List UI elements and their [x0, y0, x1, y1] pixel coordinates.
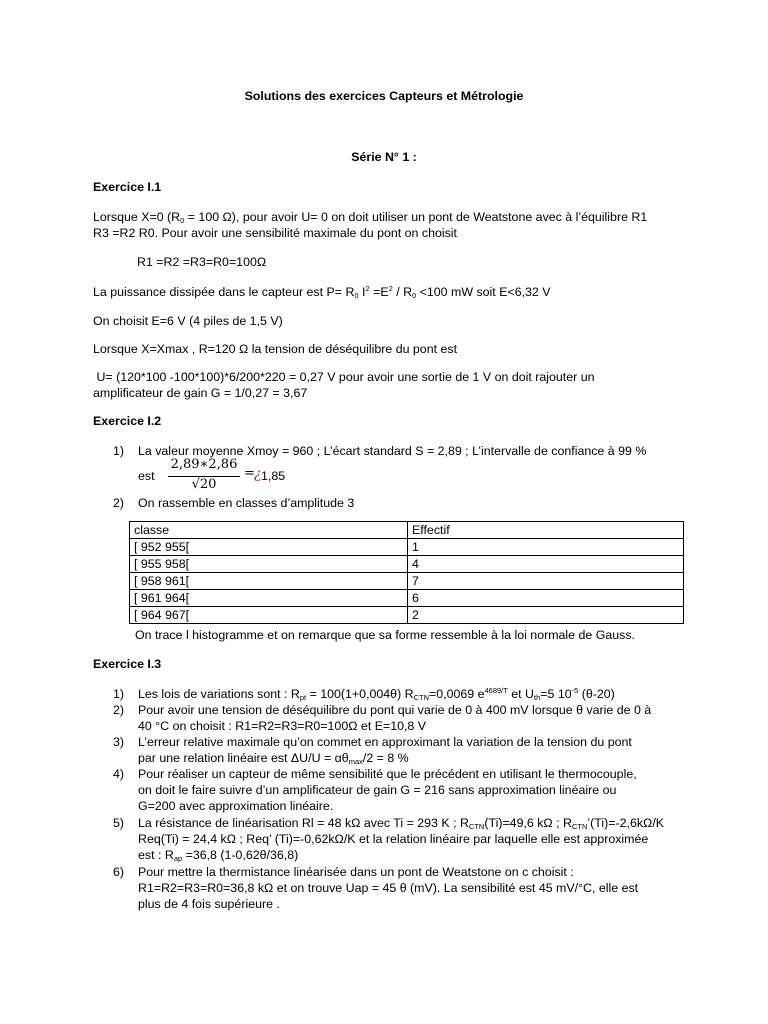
table-cell: 6: [408, 590, 684, 607]
superscript: 4689/T: [484, 686, 508, 695]
text-run: =E: [369, 285, 389, 299]
table-row: [130, 590, 684, 607]
list-item-text: Pour réaliser un capteur de même sensibilité que le précédent en utilisant le thermocouple,: [138, 767, 637, 781]
subscript: max: [348, 757, 363, 766]
text-run: =36,8 (1-0,62θ/36,8): [182, 848, 299, 862]
fraction-numerator: 2,89∗2,86: [170, 457, 238, 472]
list-number: 5): [113, 816, 125, 830]
list-item-text: On rassemble en classes d’amplitude 3: [138, 496, 355, 510]
list-item-text: [138, 815, 678, 831]
text-run: I: [358, 285, 366, 299]
list-item-text: [138, 847, 678, 863]
paragraph: On trace l histogramme et on remarque que sa forme ressemble à la loi normale de Gauss.: [135, 628, 635, 642]
list-number: 2): [113, 496, 125, 510]
text-run: Les lois de variations sont : R: [138, 687, 300, 701]
text-run: et U: [507, 687, 535, 701]
subscript: CTN: [468, 822, 485, 831]
subscript: pt: [299, 693, 307, 702]
list-number: 2): [113, 703, 125, 717]
superscript: 2: [365, 284, 370, 293]
table-cell: [ 964 967[: [130, 607, 408, 624]
text-run: = 100 Ω), pour avoir U= 0 on doit utiliser un pont de Weatstone avec à l’équilibre R1: [184, 210, 648, 224]
class-frequency-table: [129, 521, 684, 624]
list-number: 4): [113, 767, 125, 781]
table-header-row: [130, 522, 684, 539]
table-cell: 1: [408, 539, 684, 556]
table-cell: [ 958 961[: [130, 573, 408, 590]
text-run: La résistance de linéarisation Rl = 48 kΩ avec Ti = 293 K ; R: [138, 816, 469, 830]
text-run: La puissance dissipée dans le capteur est P= R: [93, 285, 355, 299]
text-run: /2 = 8 %: [362, 751, 409, 765]
superscript: 2: [388, 284, 393, 293]
table-row: [130, 607, 684, 624]
fraction-denominator: √20: [191, 477, 217, 492]
text-run: est : R: [138, 848, 174, 862]
table-cell: [ 955 958[: [130, 556, 408, 573]
paragraph: [93, 284, 551, 300]
list-item-text: on doit le faire suivre d’un amplificateur de gain G = 216 sans approximation linéaire ou: [138, 783, 617, 797]
text-run: =0,0069 e: [429, 687, 485, 701]
equals-sign: =: [244, 466, 255, 481]
fraction-formula: [166, 457, 242, 493]
paragraph: Lorsque X=Xmax , R=120 Ω la tension de déséquilibre du pont est: [93, 342, 458, 356]
list-item-text: est: [138, 469, 155, 483]
table-row: [130, 573, 684, 590]
table-header-cell: classe: [130, 522, 408, 539]
subscript: CTN: [413, 693, 430, 702]
text-run: = 100(1+0,004θ) R: [306, 687, 414, 701]
superscript: -5: [571, 686, 579, 695]
list-number: 6): [113, 865, 125, 879]
list-item-text: 40 °C on choisit : R1=R2=R3=R0=100Ω et E=10,8 V: [138, 719, 427, 733]
text-run: / R: [392, 285, 413, 299]
subscript: 0: [180, 216, 185, 225]
subscript: ap: [173, 854, 183, 863]
paragraph-line: U= (120*100 -100*100)*6/200*220 = 0,27 V pour avoir une sortie de 1 V on doit rajouter un: [93, 370, 595, 384]
list-item-text: [138, 750, 678, 766]
subscript: 0: [412, 291, 417, 300]
text-run: Lorsque X=0 (R: [93, 210, 181, 224]
list-number: 1): [113, 687, 125, 701]
list-item-text: La valeur moyenne Xmoy = 960 ; L’écart standard S = 2,89 ; L’intervalle de confiance à 99 %: [138, 444, 647, 458]
text-run: (Ti)=49,6 kΩ ; R: [484, 816, 572, 830]
text-run: ’(Ti)=-2,6kΩ/K: [587, 816, 665, 830]
text-run: par une relation linéaire est ΔU/U = αθ: [138, 751, 349, 765]
subscript: 0: [354, 291, 359, 300]
table-row: [130, 539, 684, 556]
list-number: 3): [113, 735, 125, 749]
paragraph-line: R3 =R2 R0. Pour avoir une sensibilité maximale du pont on choisit: [93, 226, 457, 240]
text-run: <100 mW soit E<6,32 V: [416, 285, 551, 299]
table-row: [130, 556, 684, 573]
list-item-text: L’erreur relative maximale qu’on commet en approximant la variation de la tension du pont: [138, 735, 632, 749]
table-cell: 2: [408, 607, 684, 624]
exercise-heading: Exercice I.3: [93, 657, 162, 671]
equation-line: R1 =R2 =R3=R0=100Ω: [137, 255, 267, 269]
text-run: (θ-20): [578, 687, 615, 701]
document-title: Solutions des exercices Capteurs et Métrologie: [244, 89, 524, 103]
list-item-text: plus de 4 fois supérieure .: [138, 897, 280, 911]
list-item-text: R1=R2=R3=R0=36,8 kΩ et on trouve Uap = 45 θ (mV). La sensibilité est 45 mV/°C, elle est: [138, 881, 639, 895]
text-run: =5 10: [540, 687, 572, 701]
broken-glyph: ¿: [254, 466, 262, 482]
subscript: th: [534, 693, 541, 702]
list-item-text: Req(Ti) = 24,4 kΩ ; Req’ (Ti)=-0,62kΩ/K et la relation linéaire par laquelle elle est approximée: [138, 832, 649, 846]
table-cell: 4: [408, 556, 684, 573]
exercise-heading: Exercice I.2: [93, 414, 162, 428]
list-number: 1): [113, 444, 125, 458]
list-item-text: Pour avoir une tension de déséquilibre du pont qui varie de 0 à 400 mV lorsque θ varie de 0 à: [138, 703, 652, 717]
subscript: CTN: [571, 822, 588, 831]
list-item-text: [138, 686, 678, 702]
paragraph: [93, 209, 647, 225]
table-header-cell: Effectif: [408, 522, 684, 539]
list-item-text: G=200 avec approximation linéaire.: [138, 799, 334, 813]
table-cell: [ 952 955[: [130, 539, 408, 556]
paragraph-line: amplificateur de gain G = 1/0,27 = 3,67: [93, 386, 308, 400]
series-heading: Série N° 1 :: [351, 150, 417, 164]
table-cell: 7: [408, 573, 684, 590]
paragraph: On choisit E=6 V (4 piles de 1,5 V): [93, 314, 283, 328]
formula-result: 1,85: [261, 469, 286, 483]
exercise-heading: Exercice I.1: [93, 180, 162, 194]
list-item-text: Pour mettre la thermistance linéarisée dans un pont de Weatstone on c choisit :: [138, 865, 574, 879]
table-cell: [ 961 964[: [130, 590, 408, 607]
